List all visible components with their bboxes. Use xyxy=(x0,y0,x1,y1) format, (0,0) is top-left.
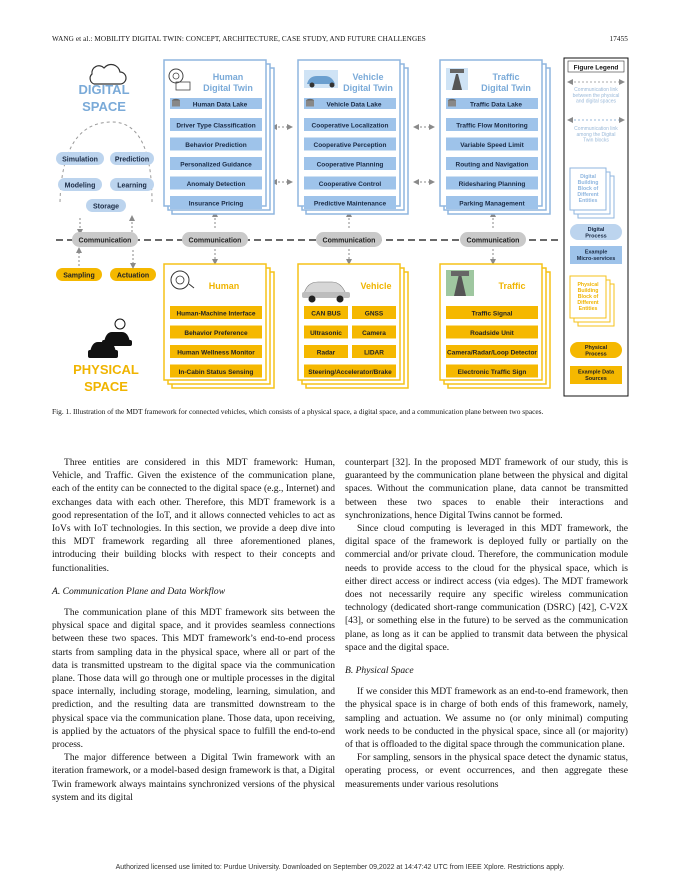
legend-comm-link-phys: Communication link between the physical and digital spaces xyxy=(572,87,620,105)
running-header xyxy=(52,35,628,43)
connected-vehicles-icon xyxy=(88,319,132,358)
twin-title-line1: Traffic xyxy=(492,72,520,82)
microservice-label: Ridesharing Planning xyxy=(458,180,526,188)
data-source-label: Camera xyxy=(362,329,386,337)
microservice-label: Parking Management xyxy=(459,200,525,208)
microservice-label: Driver Type Classification xyxy=(176,122,256,130)
vehicle-car-icon xyxy=(304,70,338,88)
microservice-label: Routing and Navigation xyxy=(455,161,529,169)
microservice-label: Personalized Guidance xyxy=(180,161,252,169)
microservice-label: Variable Speed Limit xyxy=(460,141,524,149)
data-source-label: Camera/Radar/Loop Detector xyxy=(447,349,537,357)
data-source-label: In-Cabin Status Sensing xyxy=(178,368,254,376)
communication-node-1: Communication xyxy=(78,237,132,245)
traffic-digital-twin xyxy=(440,60,550,214)
legend-data-sources: Example Data Sources xyxy=(577,369,615,382)
legend-physical-block: Physical Building Block of Different Entities xyxy=(577,282,599,312)
paragraph: The major difference between a Digital Twin framework with an iteration framework, or a model-based design framework is that, a Digital Twin framework always maintains synchronized versions of the physical system and its digital xyxy=(52,752,335,803)
process-learning: Learning xyxy=(117,182,147,190)
twin-title-line2: Digital Twin xyxy=(343,83,393,93)
twin-title-line1: Vehicle xyxy=(352,72,384,82)
paragraph: counterpart [32]. In the proposed MDT framework of our study, this is guaranteed by the communication plane between the physical and digital spaces. Without the communication plane, data cannot be transmitted between these two spaces to enable their interactions and synchronizations, hence Digital Twins cannot be formed. xyxy=(345,457,628,521)
running-title: WANG et al.: MOBILITY DIGITAL TWIN: CONCEPT, ARCHITECTURE, CASE STUDY, AND FUTURE CHALLENGES xyxy=(52,35,426,43)
data-source-label: GNSS xyxy=(364,310,384,318)
digital-space-label-line2: SPACE xyxy=(82,99,126,114)
communication-node-3: Communication xyxy=(322,237,376,245)
left-column xyxy=(52,456,335,804)
traffic-road-icon xyxy=(446,68,468,90)
microservice-label: Cooperative Control xyxy=(318,180,382,188)
human-data-lake: Human Data Lake xyxy=(192,101,248,109)
microservice-label: Cooperative Planning xyxy=(316,161,384,169)
legend-title: Figure Legend xyxy=(573,64,619,72)
microservice-label: Cooperative Localization xyxy=(311,122,389,130)
microservice-label: Insurance Pricing xyxy=(188,200,244,208)
database-icon xyxy=(306,99,314,107)
legend-digital-block: Digital Building Block of Different Entities xyxy=(577,174,599,204)
communication-node-2: Communication xyxy=(188,237,242,245)
data-source-label: Radar xyxy=(316,349,336,357)
process-prediction: Prediction xyxy=(114,156,150,164)
paragraph: The communication plane of this MDT framework sits between the physical space and digital space, and it provides seamless connections between these two spaces. This MDT framework’s end-to-end process starts from sampling data in the physical space, where all or part of the data is transmitted upstream to the digital space via the communication plane. Those data will go through one or multiple processes in the digital space internally, including storage, modeling, learning, simulation, and prediction, and the resulting data are transmitted downstream to the physical space via the communication plane. Those data, upon receiving, is applied by the actuators of the physical space to fulfill the end-to-end process. xyxy=(52,607,335,751)
digital-space-label: DIGITAL xyxy=(78,82,130,97)
microservice-label: Anomaly Detection xyxy=(186,180,246,188)
paragraph: For sampling, sensors in the physical space detect the dynamic status, operating process, or event occurrences, and then aggregate these measurements under various resolutions xyxy=(345,752,628,790)
physical-title: Traffic xyxy=(498,281,526,291)
microservice-label: Behavior Prediction xyxy=(185,141,247,149)
data-source-label: Roadside Unit xyxy=(470,329,514,337)
data-source-label: Steering/Accelerator/Brake xyxy=(308,368,392,376)
data-source-label: Traffic Signal xyxy=(471,310,513,318)
process-sampling: Sampling xyxy=(63,272,95,280)
data-source-label: LIDAR xyxy=(364,349,384,357)
legend-comm-link-twin: Communication link among the Digital Twin blocks xyxy=(574,126,618,144)
database-icon xyxy=(448,99,456,107)
physical-processes xyxy=(56,268,156,281)
microservice-label: Predictive Maintenance xyxy=(313,200,387,208)
legend-physical-process: Physical Process xyxy=(584,345,608,358)
process-modeling: Modeling xyxy=(64,182,96,190)
data-source-label: Behavior Preference xyxy=(184,329,248,337)
human-digital-twin xyxy=(164,60,274,214)
figure-caption: Fig. 1. Illustration of the MDT framework for connected vehicles, which consists of a physical space, a digital space, and a communication plane between two spaces. xyxy=(52,407,544,416)
twin-title-line2: Digital Twin xyxy=(481,83,531,93)
twin-title-line2: Digital Twin xyxy=(203,83,253,93)
process-storage: Storage xyxy=(92,203,120,211)
data-source-label: CAN BUS xyxy=(311,310,341,318)
database-icon xyxy=(172,99,180,107)
vehicle-digital-twin xyxy=(298,60,408,214)
paragraph: Since cloud computing is leveraged in this MDT framework, the digital space of the framework is deployed fully or partially on the commercial and/or private cloud. Therefore, the communication module needs to provide access to the cloud for the physical space, which is either direct access or indirect access (via edges). The MDT framework does not necessarily require any specific wireless communication technology (dedicated short-range communication (DSRC) [42], C-V2X [43], or something else in the future) to be served as the communication plane, as long as it can be applied to transmit data between the physical space and the digital space. xyxy=(345,523,628,653)
section-heading: A. Communication Plane and Data Workflow xyxy=(52,585,226,597)
human-physical-block xyxy=(164,264,274,388)
legend-digital-process: Digital Process xyxy=(585,227,607,240)
legend-microservices: Example Micro-services xyxy=(576,249,616,262)
communication-node-4: Communication xyxy=(466,237,520,245)
paragraph: If we consider this MDT framework as an end-to-end framework, then the physical space is in charge of both ends of this framework, namely, sampling and actuation. We assume no (or only minimal) computing work needs to be conducted in the physical space, since all (or majority) of that is offloaded to the digital space through the communication plane. xyxy=(345,686,628,751)
traffic-data-lake: Traffic Data Lake xyxy=(469,101,523,109)
twin-title-line1: Human xyxy=(212,72,244,82)
download-footer: Authorized licensed use limited to: Purdue University. Downloaded on September 09,2022 at 14:47:42 UTC from IEEE Xplore. Restrictions apply. xyxy=(115,864,565,871)
data-source-label: Ultrasonic xyxy=(310,329,342,337)
physical-title: Human xyxy=(208,281,240,291)
page-number: 17455 xyxy=(609,35,628,43)
right-column xyxy=(345,456,628,791)
vehicle-data-lake: Vehicle Data Lake xyxy=(326,101,382,109)
figure-legend xyxy=(564,58,628,396)
microservice-label: Cooperative Perception xyxy=(313,141,387,149)
physical-space-label: PHYSICAL xyxy=(73,362,139,377)
mdt-framework-figure xyxy=(52,52,632,402)
traffic-physical-block xyxy=(440,264,550,388)
section-heading: B. Physical Space xyxy=(345,665,414,677)
microservice-label: Traffic Flow Monitoring xyxy=(456,122,528,130)
data-source-label: Human-Machine Interface xyxy=(176,310,256,318)
digital-processes xyxy=(56,152,154,212)
paragraph: Three entities are considered in this MDT framework: Human, Vehicle, and Traffic. Given the existence of the communication plane, each of the entity can be connected to the digital space (e.g., Internet) and exchanges data with each other. Therefore, this MDT framework is a good representation of the IoT, and it allows connected vehicles to act as IoVs with IoT technologies. In this section, we provide a deep dive into this MDT framework regarding all three aforementioned planes, introducing their building blocks with respect to their concepts and functionalities. xyxy=(52,457,335,574)
data-source-label: Electronic Traffic Sign xyxy=(457,368,527,376)
process-actuation: Actuation xyxy=(116,272,150,280)
process-simulation: Simulation xyxy=(62,156,98,164)
physical-title: Vehicle xyxy=(360,281,392,291)
physical-space-label-line2: SPACE xyxy=(84,379,128,394)
data-source-label: Human Wellness Monitor xyxy=(177,349,255,357)
vehicle-physical-block xyxy=(298,264,408,388)
traffic-road-icon xyxy=(446,270,474,296)
